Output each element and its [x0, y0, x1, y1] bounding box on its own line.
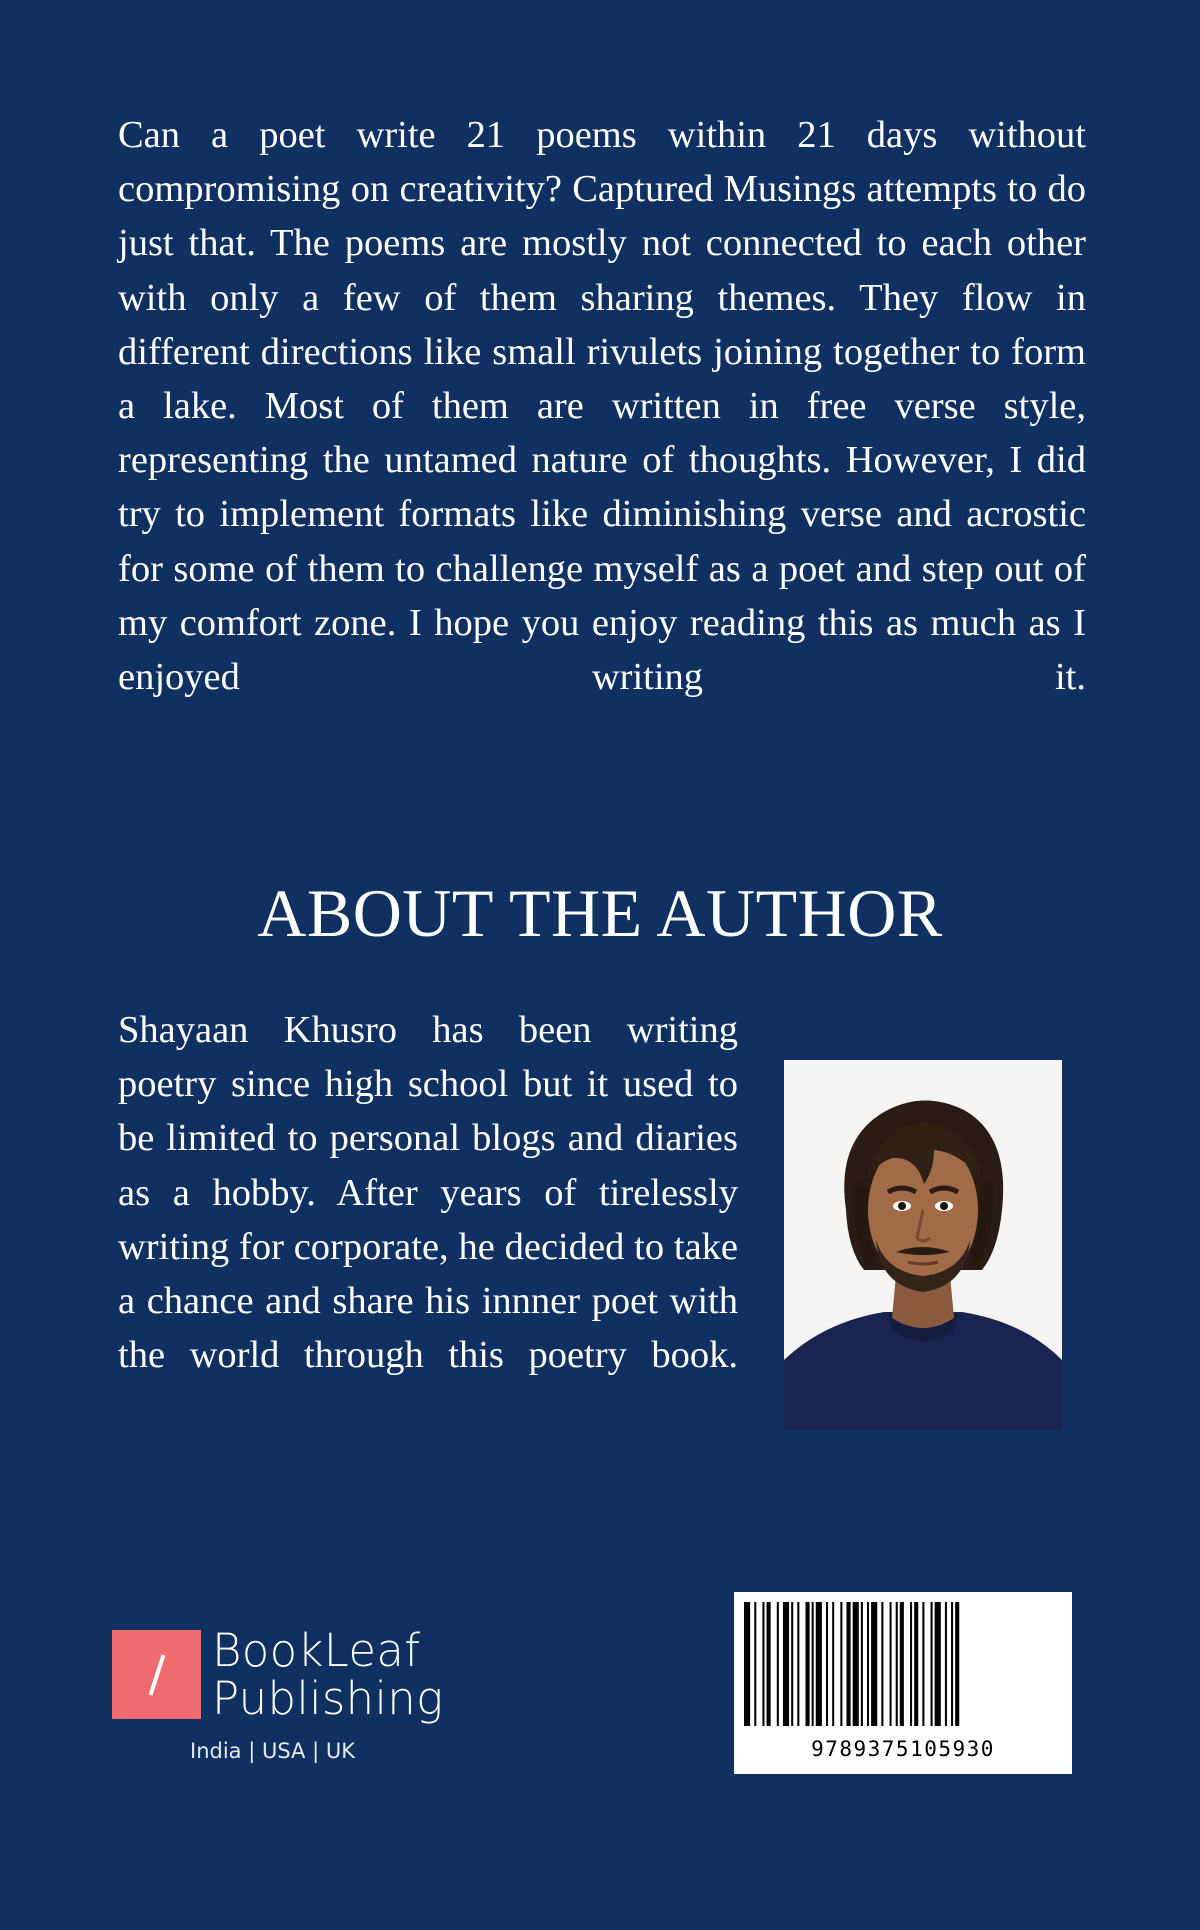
barcode-bar	[881, 1602, 883, 1726]
isbn-barcode	[734, 1592, 1072, 1774]
barcode-bar	[762, 1602, 764, 1726]
barcode-bar	[791, 1602, 793, 1726]
barcode-bar	[840, 1602, 842, 1726]
publisher-logo	[112, 1624, 472, 1770]
barcode-bar	[744, 1602, 750, 1726]
barcode-bar	[806, 1602, 810, 1726]
barcode-bar	[826, 1602, 828, 1726]
book-blurb: Can a poet write 21 poems within 21 days without compromising on creativity? Captured Musings attempts to do just that. The poems are mostly not connected to each other with only a few of them sharing themes. They flow in different directions like small rivulets joining together to form a lake. Most of them are written in free verse style, representing the untamed nature of thoughts. However, I did try to implement formats like diminishing verse and acrostic for some of them to challenge myself as a poet and step out of my comfort zone. I hope you enjoy reading this as much as I enjoyed writing it.	[118, 114, 1086, 699]
barcode-bar	[955, 1602, 959, 1726]
barcode-bar	[777, 1602, 779, 1726]
isbn-number: 9789375105930	[811, 1737, 995, 1761]
barcode-bar	[922, 1602, 924, 1726]
publisher-slash-icon	[112, 1630, 201, 1719]
author-bio: Shayaan Khusro has been writing poetry since high school but it used to be limited to personal blogs and diaries as a hobby. After years of tirelessly writing for corporate, he decided to take a chance and share his innner poet with the world through this poetry book.	[118, 1009, 738, 1377]
barcode-bar	[847, 1602, 851, 1726]
barcode-bar	[832, 1602, 834, 1726]
barcode-bar	[861, 1602, 863, 1726]
barcode-bar	[951, 1602, 953, 1726]
barcode-bar	[816, 1602, 822, 1726]
barcode-bar	[797, 1602, 799, 1726]
barcode-bar	[812, 1602, 814, 1726]
barcode-bar	[867, 1602, 869, 1726]
author-portrait-icon	[784, 1060, 1062, 1430]
publisher-name-line2: Publishing	[212, 1672, 444, 1725]
barcode-bar	[931, 1602, 933, 1726]
barcode-bar	[896, 1602, 898, 1726]
barcode-bar	[945, 1602, 947, 1726]
barcode-bar	[754, 1602, 756, 1726]
barcode-bar	[890, 1602, 892, 1726]
about-author-heading: ABOUT THE AUTHOR	[257, 875, 943, 951]
publisher-name-line1: BookLeaf	[212, 1624, 421, 1677]
barcode-bar	[853, 1602, 859, 1726]
barcode-bar	[767, 1602, 771, 1726]
publisher-regions: India | USA | UK	[190, 1739, 355, 1763]
barcode-bar	[783, 1602, 789, 1726]
barcode-bar	[914, 1602, 918, 1726]
barcode-bar	[900, 1602, 904, 1726]
barcode-bar	[871, 1602, 877, 1726]
barcode-bar	[910, 1602, 912, 1726]
barcode-bar	[935, 1602, 941, 1726]
author-photo	[784, 1060, 1062, 1430]
